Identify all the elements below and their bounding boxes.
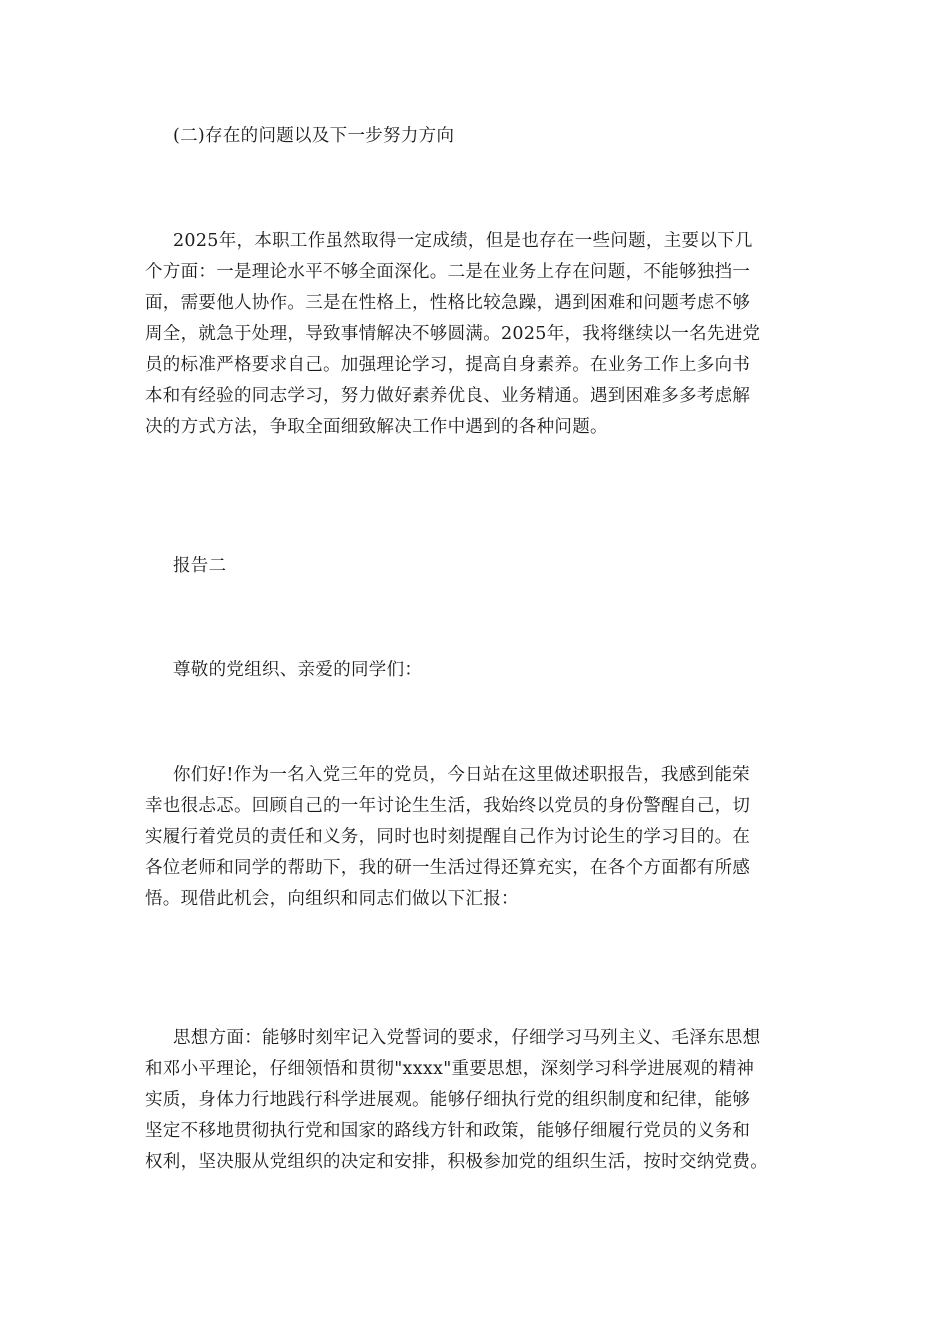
paragraph-problems (145, 226, 810, 443)
paragraph-line: 你们好!作为一名入党三年的党员，今日站在这里做述职报告，我感到能荣 (173, 765, 750, 785)
salutation (145, 655, 810, 686)
paragraph-line: 周全，就急于处理，导致事情解决不够圆满。2025年，我将继续以一名先进党 (145, 324, 761, 344)
paragraph-line: 各位老师和同学的帮助下，我的研一生活过得还算充实，在各个方面都有所感 (145, 858, 751, 878)
report-title (145, 551, 810, 582)
paragraph-line: 思想方面：能够时刻牢记入党誓词的要求，仔细学习马列主义、毛泽东思想 (173, 1028, 761, 1048)
paragraph-line: 个方面：一是理论水平不够全面深化。二是在业务上存在问题，不能够独挡一 (145, 262, 751, 282)
paragraph-line: 面，需要他人协作。三是在性格上，性格比较急躁，遇到困难和问题考虑不够 (145, 293, 751, 313)
paragraph-line: 实履行着党员的责任和义务，同时也时刻提醒自己作为讨论生的学习目的。在 (145, 827, 751, 847)
paragraph-line: 权利，坚决服从党组织的决定和安排，积极参加党的组织生活，按时交纳党费。 (145, 1152, 768, 1172)
salutation-text: 尊敬的党组织、亲爱的同学们： (173, 660, 423, 680)
section-heading-text: (二)存在的问题以及下一步努力方向 (173, 126, 455, 146)
paragraph-ideology (145, 1023, 810, 1178)
section-heading (145, 121, 810, 152)
paragraph-line: 悟。现借此机会，向组织和同志们做以下汇报： (145, 889, 519, 909)
paragraph-line: 本和有经验的同志学习，努力做好素养优良、业务精通。遇到困难多多考虑解 (145, 386, 751, 406)
paragraph-line: 幸也很忐忑。回顾自己的一年讨论生生活，我始终以党员的身份警醒自己，切 (145, 796, 751, 816)
paragraph-line: 员的标准严格要求自己。加强理论学习，提高自身素养。在业务工作上多向书 (145, 355, 751, 375)
paragraph-line: 决的方式方法，争取全面细致解决工作中遇到的各种问题。 (145, 417, 608, 437)
paragraph-greeting (145, 760, 810, 915)
paragraph-line: 坚定不移地贯彻执行党和国家的路线方针和政策，能够仔细履行党员的义务和 (145, 1121, 751, 1141)
paragraph-line: 2025年，本职工作虽然取得一定成绩，但是也存在一些问题，主要以下几 (173, 231, 753, 251)
paragraph-line: 和邓小平理论，仔细领悟和贯彻"xxxx"重要思想，深刻学习科学进展观的精神 (145, 1059, 755, 1079)
report-title-text: 报告二 (173, 556, 227, 576)
paragraph-line: 实质，身体力行地践行科学进展观。能够仔细执行党的组织制度和纪律，能够 (145, 1090, 751, 1110)
